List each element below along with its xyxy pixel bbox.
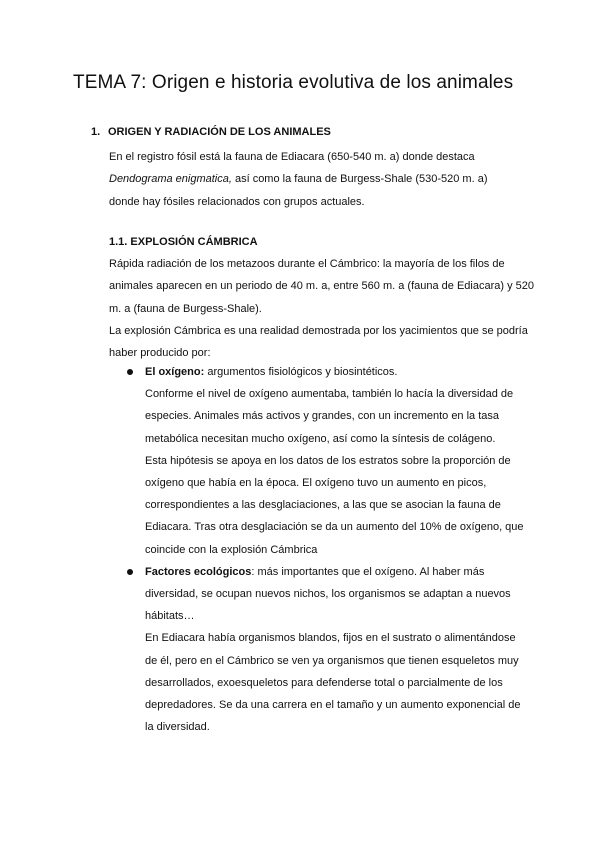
bullet-lead-rest: : más importantes que el oxígeno. Al haber más: [251, 565, 485, 578]
bullet-line: Conforme el nivel de oxígeno aumentaba, también lo hacía la diversidad de: [145, 388, 514, 401]
bullet-dot-icon: [127, 369, 133, 375]
section-heading: [91, 126, 331, 138]
bullet-line: metabólica necesitan mucho oxígeno, así como la síntesis de colágeno.: [145, 432, 496, 445]
paragraph-line: La explosión Cámbrica es una realidad demostrada por los yacimientos que se podría: [109, 324, 528, 337]
paragraph-line: En el registro fósil está la fauna de Ediacara (650-540 m. a) donde destaca: [109, 151, 475, 163]
bullet-line: correspondientes a las desglaciaciones, a las que se asocian la fauna de: [145, 499, 501, 512]
bullet-lead: El oxígeno:: [145, 366, 205, 378]
bullet-lead-line: [145, 361, 549, 383]
species-name: Dendograma enigmatica,: [109, 173, 232, 186]
bullet-item-oxygen: [109, 361, 549, 561]
section-number: 1.: [91, 126, 101, 138]
bullet-line: Esta hipótesis se apoya en los datos de los estratos sobre la proporción de: [145, 454, 511, 467]
bullet-line: desarrollados, exoesqueletos para defenderse total o parcialmente de los: [145, 676, 503, 689]
bullet-line: diversidad, se ocupan nuevos nichos, los organismos se adaptan a nuevos: [145, 588, 511, 601]
bullet-list: [109, 361, 549, 738]
bullet-line: En Ediacara había organismos blandos, fijos en el sustrato o alimentándose: [145, 632, 516, 645]
paragraph-line-rest: así como la fauna de Burgess-Shale (530-520 m. a): [231, 173, 488, 186]
paragraph-line: animales aparecen en un periodo de 40 m. a, entre 560 m. a (fauna de Ediacara) y 520: [109, 280, 534, 293]
bullet-lead: Factores ecológicos: [145, 565, 252, 578]
bullet-line: depredadores. Se da una carrera en el tamaño y un aumento exponencial de: [145, 699, 521, 712]
section-heading-text: ORIGEN Y RADIACIÓN DE LOS ANIMALES: [108, 126, 331, 138]
subsection-paragraph: [109, 253, 549, 364]
bullet-item-ecology: [109, 561, 549, 739]
bullet-line: de él, pero en el Cámbrico se ven ya organismos que tienen esqueletos muy: [145, 654, 519, 667]
subsection-heading: 1.1. EXPLOSIÓN CÁMBRICA: [109, 236, 258, 248]
paragraph-line: donde hay fósiles relacionados con grupos actuales.: [109, 195, 365, 208]
bullet-dot-icon: [127, 569, 133, 575]
page-title: TEMA 7: Origen e historia evolutiva de los animales: [73, 72, 514, 93]
paragraph-line: [109, 168, 549, 190]
paragraph-line: m. a (fauna de Burgess-Shale).: [109, 302, 262, 315]
bullet-line: oxígeno que había en la época. El oxígeno tuvo un aumento en picos,: [145, 477, 487, 490]
bullet-line: la diversidad.: [145, 721, 210, 734]
bullet-line: hábitats…: [145, 610, 195, 623]
bullet-lead-line: [145, 561, 549, 583]
section-paragraph: [109, 146, 549, 213]
paragraph-line: haber producido por:: [109, 347, 211, 360]
bullet-lead-rest: argumentos fisiológicos y biosintéticos.: [204, 366, 398, 378]
bullet-line: especies. Animales más activos y grandes, con un incremento en la tasa: [145, 410, 500, 423]
bullet-line: coincide con la explosión Cámbrica: [145, 543, 318, 556]
paragraph-line: Rápida radiación de los metazoos durante el Cámbrico: la mayoría de los filos de: [109, 258, 505, 270]
bullet-line: Ediacara. Tras otra desglaciación se da un aumento del 10% de oxígeno, que: [145, 521, 524, 534]
